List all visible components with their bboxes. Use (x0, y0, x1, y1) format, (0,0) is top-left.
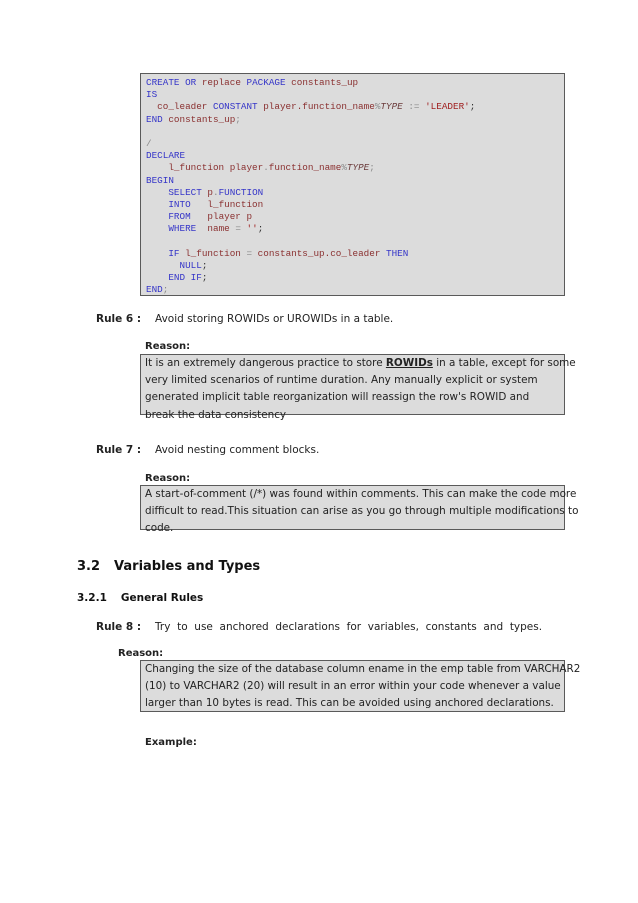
code-token: IF (190, 272, 202, 283)
rule-6-text: Avoid storing ROWIDs or UROWIDs in a table. (155, 313, 394, 325)
code-token (196, 223, 207, 234)
code-token: player.function_name (263, 101, 375, 113)
code-token: ; (201, 259, 208, 271)
code-token: DECLARE (146, 150, 186, 162)
code-token (146, 187, 168, 198)
rule-7-reason-label: Reason: (145, 473, 191, 484)
code-token: CREATE (146, 77, 180, 88)
code-line (146, 272, 564, 284)
code-token: = (246, 247, 253, 259)
code-line (146, 187, 564, 199)
reason-line: A start-of-comment (/*) was found within comments. This can make the code more (145, 488, 577, 500)
rowids-emphasis: ROWIDs (385, 357, 433, 369)
code-token (146, 101, 157, 112)
code-token: ; (201, 272, 208, 283)
code-token: PACKAGE (246, 77, 286, 88)
reason-line: difficult to read.This situation can arise as you go through multiple modifications to (145, 505, 579, 518)
code-token: p (207, 186, 213, 198)
code-token: l_function (207, 198, 264, 210)
reason-line: very limited scenarios of runtime duration. Any manually explicit or system (145, 374, 538, 387)
rule-8-reason-box (140, 660, 581, 712)
reason-line (145, 355, 576, 372)
code-token: player (207, 211, 241, 223)
code-token (146, 272, 168, 283)
code-token: ; (235, 113, 241, 125)
rule-6-label: Rule 6 : (96, 313, 142, 325)
rule-7-label: Rule 7 : (96, 444, 142, 456)
code-token: constants_up (168, 113, 236, 125)
reason-line: generated implicit table reorganization will reassign the row's ROWID and (145, 391, 530, 404)
code-token: ; (257, 223, 264, 235)
reason-line: Changing the size of the database column ename in the emp table from VARCHAR2 (145, 663, 581, 675)
code-token: l_function (185, 247, 241, 259)
section-title: Variables and Types (114, 559, 261, 574)
reason-line: larger than 10 bytes is read. This can be avoided using anchored declarations. (145, 697, 554, 710)
code-line (146, 199, 564, 211)
code-token: BEGIN (146, 174, 174, 186)
code-token: CONSTANT (212, 101, 258, 113)
code-line (146, 162, 564, 174)
code-token (146, 223, 168, 234)
code-token (146, 211, 168, 222)
code-token: constants_up.co_leader (257, 247, 381, 259)
code-token (146, 199, 168, 210)
code-token: . (213, 186, 219, 198)
code-token: OR (185, 77, 197, 88)
rule-8-reason-label: Reason: (118, 648, 164, 659)
reason-text: It is an extremely dangerous practice to store (145, 357, 386, 369)
code-token: END (146, 284, 163, 296)
rule-6-reason-label: Reason: (145, 341, 191, 352)
code-token: l_function (168, 162, 225, 174)
code-line (146, 77, 564, 89)
section-number: 3.2 (77, 559, 101, 574)
code-token: := (408, 101, 420, 113)
code-block (140, 73, 565, 296)
code-token: / (146, 137, 152, 149)
code-token: SELECT (168, 186, 202, 198)
code-token: END (168, 272, 186, 283)
rule-7-reason-box (140, 485, 579, 535)
subsection-heading (77, 592, 203, 604)
code-token: name (207, 223, 230, 235)
code-token (146, 248, 168, 259)
code-token: = (235, 223, 241, 235)
code-token (191, 199, 208, 210)
code-line (146, 126, 564, 138)
code-token: NULL (179, 259, 202, 271)
rule-8-label: Rule 8 : (96, 621, 142, 633)
code-token: ; (369, 162, 375, 174)
rule-6-reason-box (140, 354, 576, 421)
code-token (146, 260, 179, 271)
code-token: IF (168, 247, 180, 259)
code-line (146, 150, 564, 162)
code-token: constants_up (291, 77, 359, 88)
subsection-number: 3.2.1 (77, 592, 107, 604)
code-token: 'LEADER' (425, 101, 470, 113)
code-token: replace (201, 77, 241, 88)
code-token: . (263, 162, 269, 174)
code-line (146, 223, 564, 235)
code-line (146, 284, 564, 296)
code-line (146, 175, 564, 187)
code-token: INTO (168, 198, 191, 210)
code-line (146, 235, 564, 247)
code-token: % (374, 101, 381, 113)
code-token: THEN (386, 247, 409, 259)
code-token: FROM (168, 211, 191, 223)
code-token: % (341, 162, 347, 174)
code-line (146, 138, 564, 150)
code-token: ; (162, 284, 169, 296)
code-token: TYPE (346, 162, 370, 174)
code-token: END (146, 113, 163, 125)
reason-line: code. (145, 522, 174, 535)
code-token: function_name (268, 162, 342, 174)
code-token (191, 211, 208, 222)
example-label: Example: (145, 737, 197, 748)
reason-line: (10) to VARCHAR2 (20) will result in an error within your code whenever a value (145, 680, 561, 693)
code-token: '' (246, 223, 258, 235)
code-token: p (246, 211, 253, 223)
code-token: ; (469, 101, 476, 113)
reason-text: in a table, except for some (432, 357, 576, 369)
code-token (146, 162, 168, 173)
code-line (146, 114, 564, 126)
code-line (146, 260, 564, 272)
section-heading (77, 559, 260, 574)
subsection-title: General Rules (120, 592, 204, 604)
rule-7-text: Avoid nesting comment blocks. (155, 444, 320, 456)
rule-8-text: Try to use anchored declarations for variables, constants and types. (155, 621, 543, 633)
code-token: co_leader (157, 101, 208, 113)
code-line (146, 211, 564, 223)
code-token: player (229, 162, 264, 174)
reason-line: break the data consistency (145, 408, 287, 421)
code-line (146, 101, 564, 113)
code-token: IS (146, 89, 158, 101)
code-line (146, 248, 564, 260)
code-token: WHERE (168, 223, 197, 235)
code-token: TYPE (380, 101, 403, 113)
code-token: FUNCTION (218, 186, 264, 198)
code-line (146, 89, 564, 101)
